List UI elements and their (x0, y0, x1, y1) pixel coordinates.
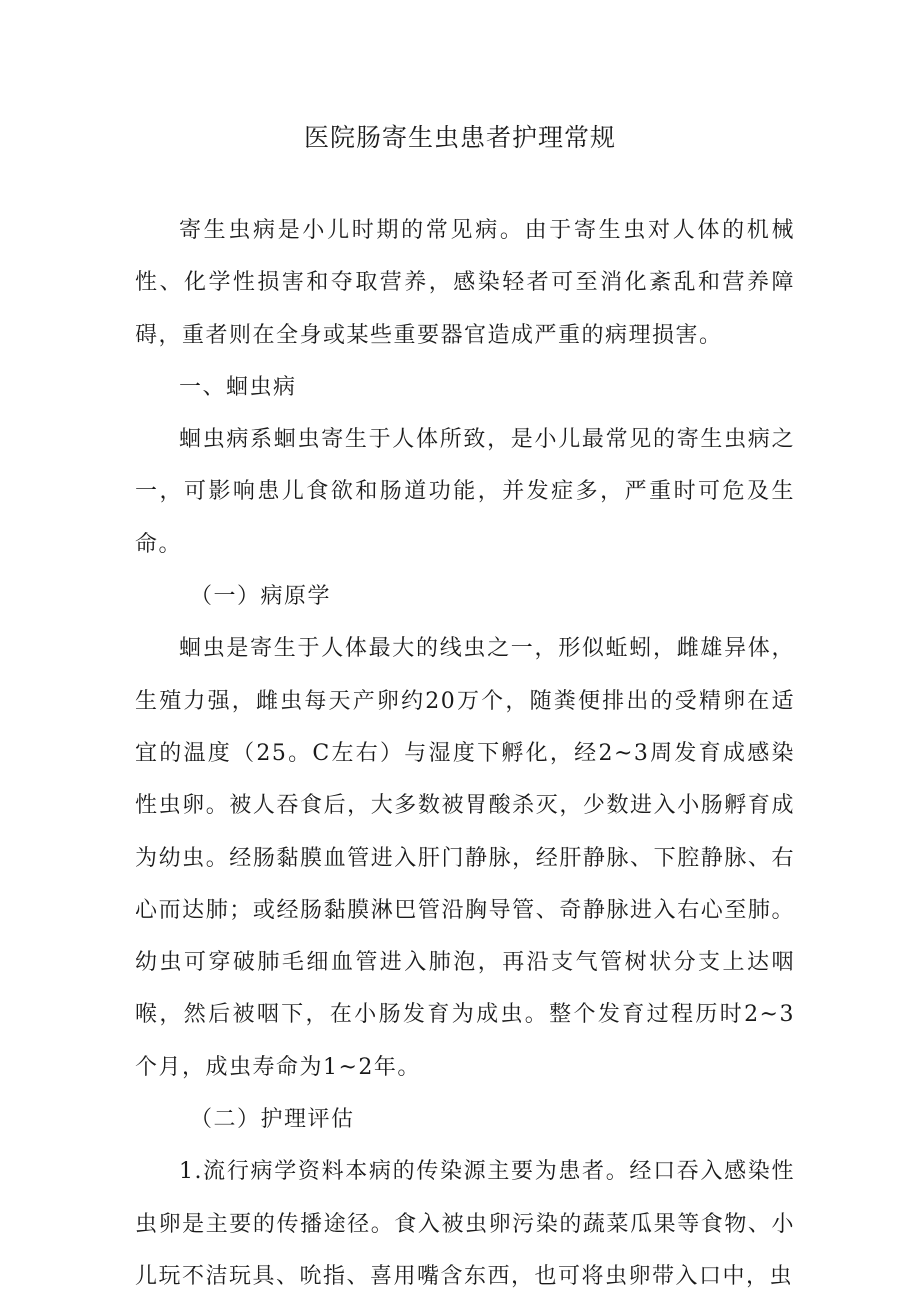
document-body (135, 205, 795, 1303)
subheading-etiology: （一）病原学 (190, 584, 332, 610)
document-title: 医院肠寄生虫患者护理常规 (303, 123, 616, 152)
ascariasis-paragraph: 蛔虫病系蛔虫寄生于人体所致，是小儿最常见的寄生虫病之一，可影响患儿食欲和肠道功能，并发症多，严重时可危及生命。 (135, 427, 795, 557)
subheading-nursing-assessment: （二）护理评估 (190, 1107, 355, 1133)
intro-paragraph: 寄生虫病是小儿时期的常见病。由于寄生虫对人体的机械性、化学性损害和夺取营养，感染轻者可至消化紊乱和营养障碍，重者则在全身或某些重要器官造成严重的病理损害。 (135, 218, 795, 348)
etiology-paragraph: 蛔虫是寄生于人体最大的线虫之一，形似蚯蚓，雌雄异体，生殖力强，雌虫每天产卵约20万个，随粪便排出的受精卵在适宜的温度（25。C左右）与湿度下孵化，经2~3周发育成感染性虫卵。被人吞食后，大多数被胃酸杀灭，少数进入小肠孵育成为幼虫。经肠黏膜血管进入肝门静脉，经肝静脉、下腔静脉、右心而达肺；或经肠黏膜淋巴管沿胸导管、奇静脉进入右心至肺。幼虫可穿破肺毛细血管进入肺泡，再沿支气管树状分支上达咽喉，然后被咽下，在小肠发育为成虫。整个发育过程历时2~3个月，成虫寿命为1~2年。 (135, 636, 795, 1080)
epidemiology-paragraph: 1.流行病学资料本病的传染源主要为患者。经口吞入感染性虫卵是主要的传播途径。食入被虫卵污染的蔬菜瓜果等食物、小儿玩不洁玩具、吮指、喜用嘴含东西，也可将虫卵带入口中，虫 (135, 1159, 795, 1289)
section-heading-ascariasis: 一、蛔虫病 (179, 374, 297, 400)
